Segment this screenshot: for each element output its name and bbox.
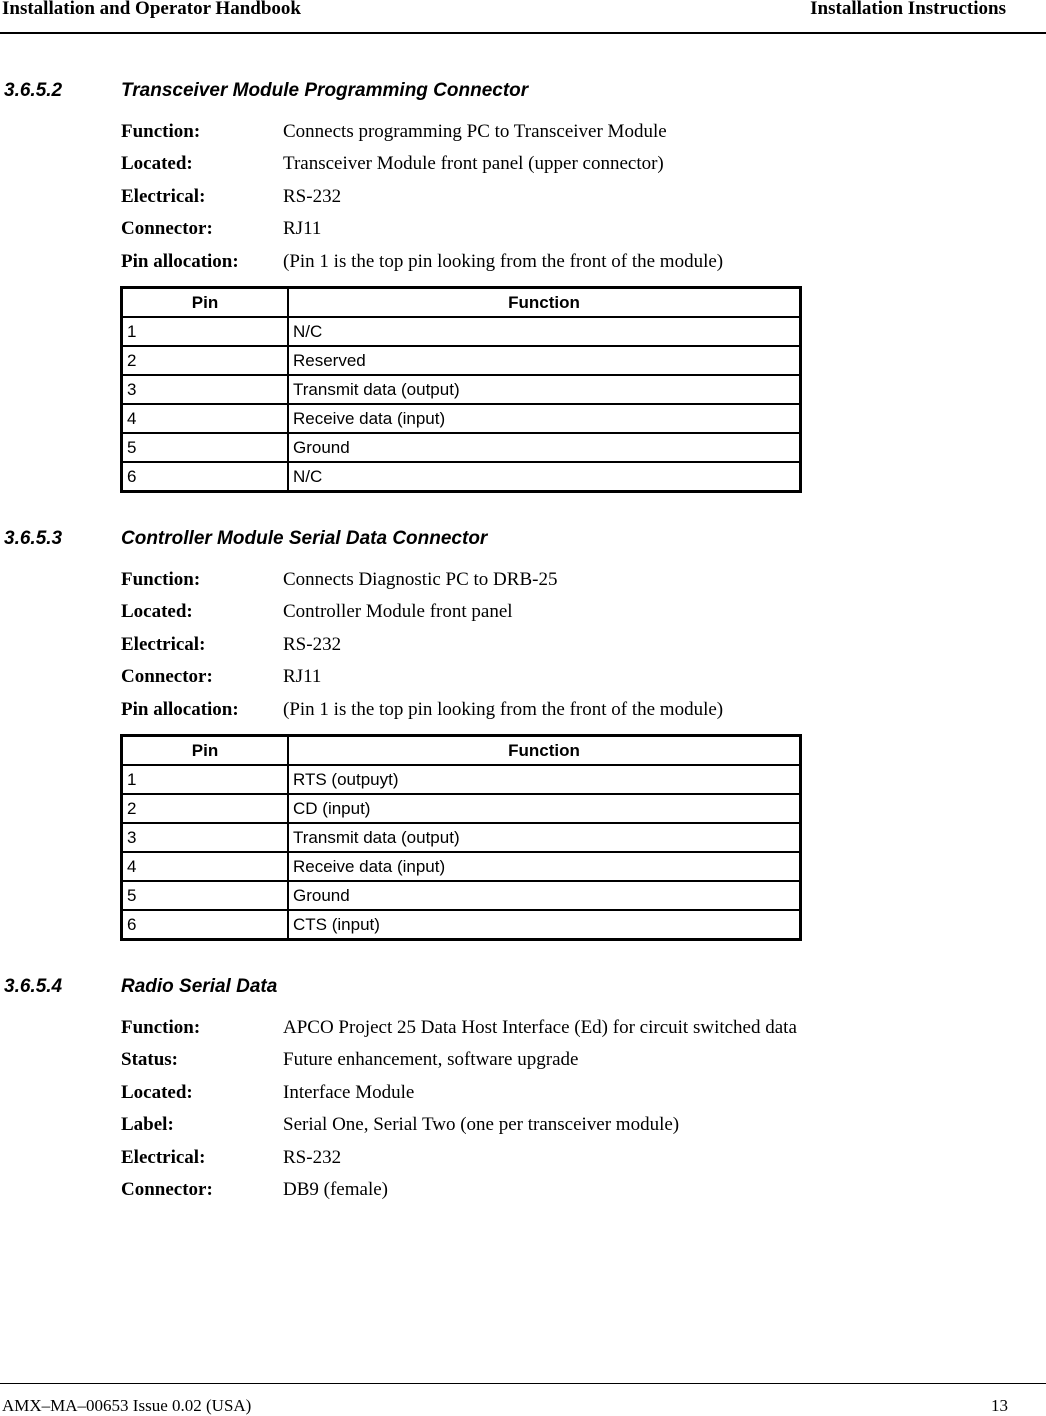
- pin-number-cell: 5: [122, 881, 289, 910]
- field-electrical: [0, 633, 1046, 665]
- field-label: Connector:: [121, 666, 213, 688]
- pin-function-cell: Reserved: [288, 346, 801, 375]
- pin-function-cell: Transmit data (output): [288, 823, 801, 852]
- section-number: 3.6.5.2: [4, 80, 63, 101]
- field-value: Connects programming PC to Transceiver Module: [283, 121, 667, 142]
- table-row: [122, 823, 801, 852]
- field-label: Pin allocation:: [121, 250, 239, 272]
- header-divider: [0, 32, 1046, 34]
- field-label-name: [0, 1113, 1046, 1145]
- field-label: Electrical:: [121, 1146, 206, 1168]
- pin-function-cell: N/C: [288, 317, 801, 346]
- field-list: [0, 568, 1046, 730]
- field-status: [0, 1048, 1046, 1080]
- table-header-row: [122, 735, 801, 765]
- pin-number-cell: 2: [122, 346, 289, 375]
- field-function: [0, 568, 1046, 600]
- field-connector: [0, 217, 1046, 249]
- field-electrical: [0, 185, 1046, 217]
- column-header-pin: Pin: [122, 735, 289, 765]
- table-row: [122, 346, 801, 375]
- field-value: Connects Diagnostic PC to DRB-25: [283, 569, 558, 590]
- pin-number-cell: 5: [122, 433, 289, 462]
- column-header-function: Function: [288, 287, 801, 317]
- field-located: [0, 600, 1046, 632]
- table-row: [122, 910, 801, 940]
- section-number: 3.6.5.4: [4, 976, 63, 997]
- column-header-pin: Pin: [122, 287, 289, 317]
- field-list: [0, 1016, 1046, 1210]
- field-label: Function:: [121, 1017, 201, 1038]
- pin-function-cell: Ground: [288, 433, 801, 462]
- table-row: [122, 794, 801, 823]
- field-label: Status:: [121, 1049, 179, 1071]
- field-label: Located:: [121, 601, 193, 623]
- field-label: Connector:: [121, 1178, 213, 1200]
- table-row: [122, 462, 801, 492]
- field-electrical: [0, 1146, 1046, 1178]
- header-chapter-title: Installation Instructions: [810, 0, 1006, 19]
- pin-allocation-table: [120, 734, 802, 941]
- section-transceiver-programming-connector: [0, 79, 1046, 493]
- field-located: [0, 152, 1046, 184]
- section-number: 3.6.5.3: [4, 528, 63, 549]
- field-label: Function:: [121, 121, 201, 142]
- table-header-row: [122, 287, 801, 317]
- field-label: Function:: [121, 569, 201, 590]
- pin-number-cell: 4: [122, 404, 289, 433]
- field-value: APCO Project 25 Data Host Interface (Ed) for circuit switched data: [283, 1017, 797, 1038]
- field-located: [0, 1081, 1046, 1113]
- field-value: RJ11: [283, 666, 322, 688]
- pin-number-cell: 3: [122, 823, 289, 852]
- pin-number-cell: 2: [122, 794, 289, 823]
- table-row: [122, 404, 801, 433]
- page-number: 13: [991, 1396, 1008, 1415]
- field-list: [0, 120, 1046, 282]
- pin-number-cell: 6: [122, 910, 289, 940]
- field-label: Located:: [121, 1081, 193, 1103]
- table-row: [122, 765, 801, 794]
- pin-function-cell: N/C: [288, 462, 801, 492]
- field-label: Electrical:: [121, 185, 206, 207]
- pin-function-cell: Receive data (input): [288, 852, 801, 881]
- table-row: [122, 375, 801, 404]
- field-label: Label:: [121, 1114, 174, 1136]
- field-value: Transceiver Module front panel (upper connector): [283, 153, 664, 175]
- field-connector: [0, 1178, 1046, 1210]
- column-header-function: Function: [288, 735, 801, 765]
- field-value: Interface Module: [283, 1081, 415, 1103]
- section-heading: [0, 975, 1046, 999]
- section-heading: [0, 79, 1046, 103]
- header-document-title: Installation and Operator Handbook: [2, 0, 301, 19]
- field-label: Electrical:: [121, 633, 206, 655]
- section-title: Controller Module Serial Data Connector: [121, 528, 488, 549]
- field-value: (Pin 1 is the top pin looking from the front of the module): [283, 698, 724, 720]
- table-row: [122, 852, 801, 881]
- field-value: RS-232: [283, 1146, 342, 1168]
- pin-function-cell: Ground: [288, 881, 801, 910]
- section-controller-serial-data-connector: [0, 527, 1046, 941]
- field-label: Located:: [121, 153, 193, 175]
- pin-number-cell: 3: [122, 375, 289, 404]
- field-value: (Pin 1 is the top pin looking from the front of the module): [283, 250, 724, 272]
- field-value: DB9 (female): [283, 1178, 388, 1200]
- table-row: [122, 317, 801, 346]
- pin-function-cell: CD (input): [288, 794, 801, 823]
- pin-function-cell: RTS (outpuyt): [288, 765, 801, 794]
- pin-function-cell: CTS (input): [288, 910, 801, 940]
- field-pin-allocation: [0, 250, 1046, 282]
- footer-document-id: AMX–MA–00653 Issue 0.02 (USA): [2, 1396, 252, 1415]
- pin-function-cell: Transmit data (output): [288, 375, 801, 404]
- field-value: RS-232: [283, 633, 342, 655]
- section-heading: [0, 527, 1046, 551]
- field-label: Connector:: [121, 218, 213, 240]
- section-radio-serial-data: [0, 975, 1046, 1210]
- field-value: Controller Module front panel: [283, 601, 513, 623]
- pin-number-cell: 1: [122, 765, 289, 794]
- pin-number-cell: 1: [122, 317, 289, 346]
- table-row: [122, 881, 801, 910]
- pin-function-cell: Receive data (input): [288, 404, 801, 433]
- field-pin-allocation: [0, 698, 1046, 730]
- field-function: [0, 1016, 1046, 1048]
- section-title: Radio Serial Data: [121, 976, 278, 997]
- section-title: Transceiver Module Programming Connector: [121, 80, 529, 101]
- field-value: Future enhancement, software upgrade: [283, 1049, 579, 1071]
- field-label: Pin allocation:: [121, 698, 239, 720]
- pin-number-cell: 6: [122, 462, 289, 492]
- field-value: Serial One, Serial Two (one per transceiver module): [283, 1114, 680, 1136]
- footer-divider: [0, 1383, 1046, 1384]
- pin-allocation-table: [120, 286, 802, 493]
- field-function: [0, 120, 1046, 152]
- field-value: RJ11: [283, 218, 322, 240]
- table-row: [122, 433, 801, 462]
- pin-number-cell: 4: [122, 852, 289, 881]
- field-connector: [0, 665, 1046, 697]
- field-value: RS-232: [283, 185, 342, 207]
